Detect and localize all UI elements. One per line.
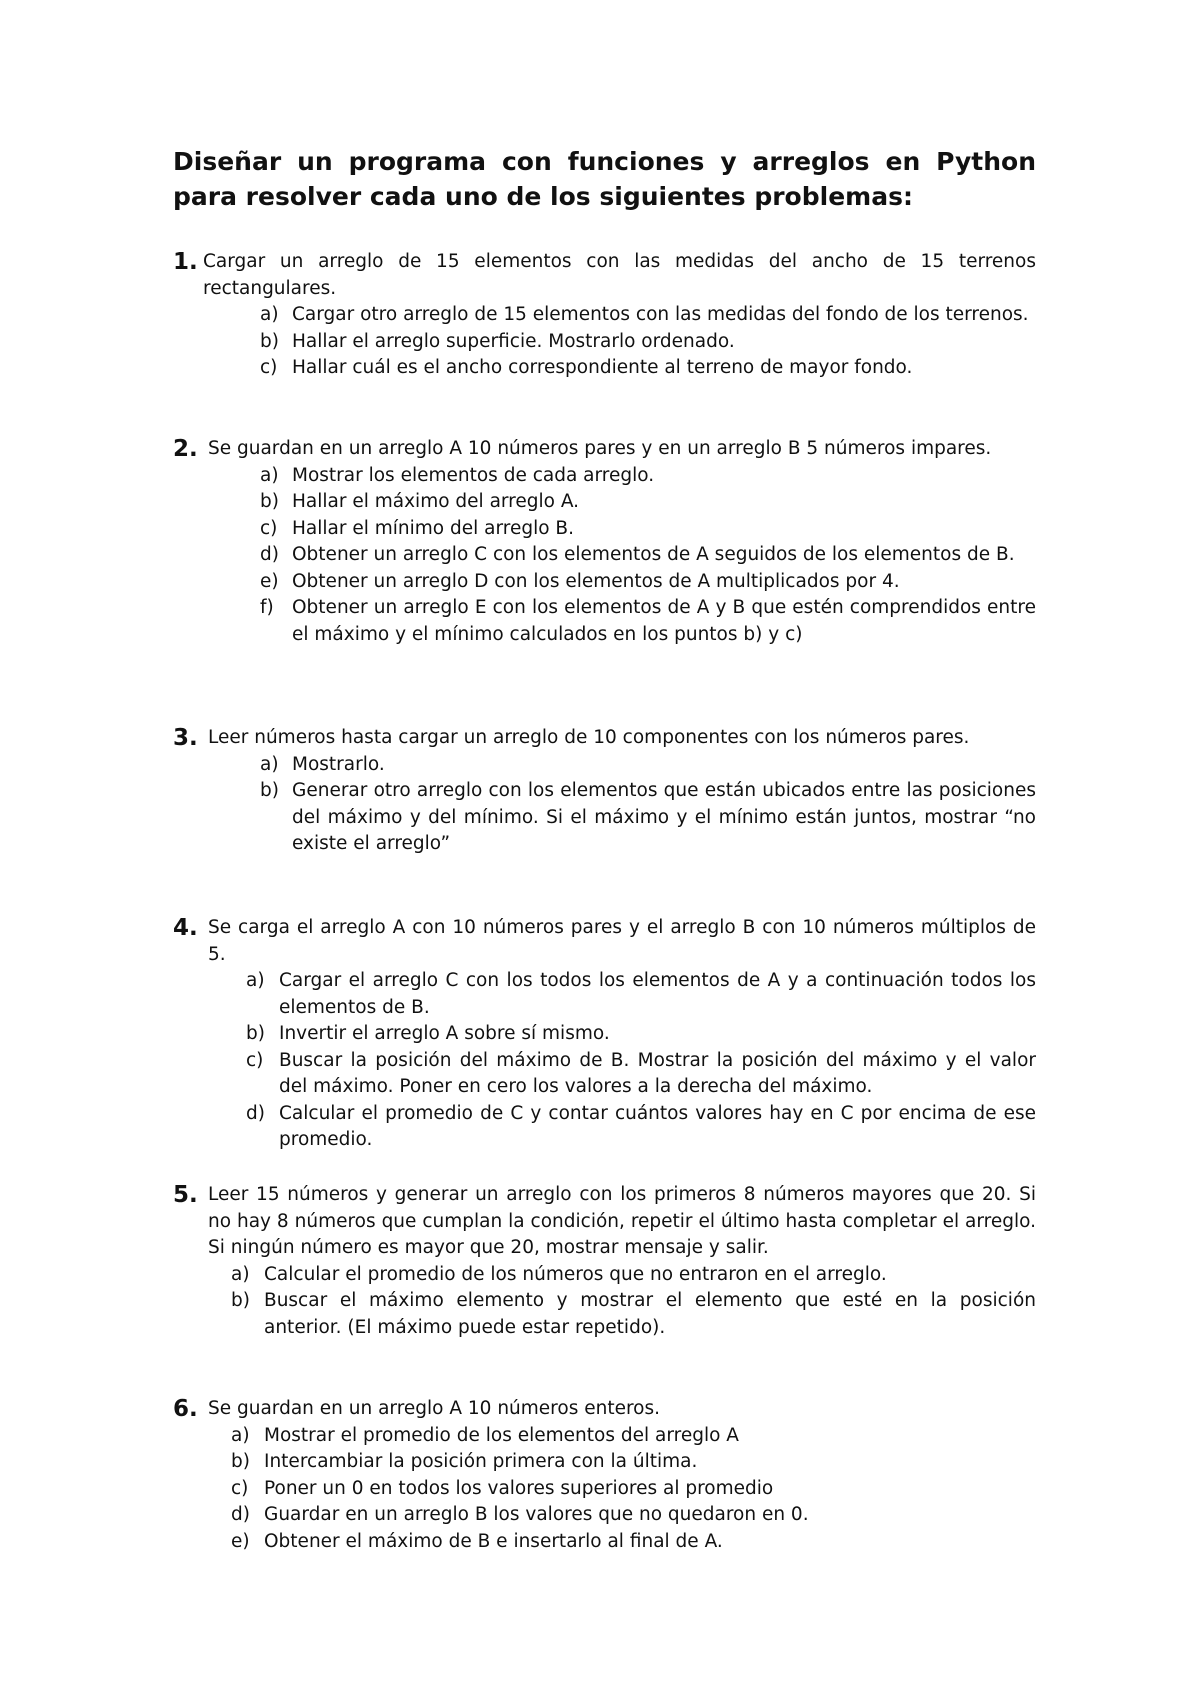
- item-text: Invertir el arreglo A sobre sí mismo.: [279, 1023, 610, 1044]
- problem-statement: Leer números hasta cargar un arreglo de 10 componentes con los números pares.: [208, 727, 970, 748]
- list-item: [231, 1288, 1036, 1341]
- list-item: [231, 1502, 1036, 1529]
- list-item: [246, 968, 1036, 1021]
- problem-2: [173, 436, 1036, 648]
- item-text: Intercambiar la posición primera con la última.: [264, 1451, 698, 1472]
- list-item: [260, 752, 1036, 779]
- list-item: [246, 1048, 1036, 1101]
- list-item: [260, 489, 1036, 516]
- item-text: Calcular el promedio de los números que no entraron en el arreglo.: [264, 1263, 887, 1285]
- item-text: Hallar el arreglo superficie. Mostrarlo ordenado.: [292, 330, 735, 352]
- item-label: a): [260, 464, 279, 486]
- subitem-list: [260, 302, 1036, 382]
- item-label: b): [260, 330, 279, 352]
- item-label: b): [231, 1290, 250, 1311]
- subitem-list: [231, 1262, 1036, 1342]
- item-text: Generar otro arreglo con los elementos que están ubicados entre las posiciones del máximo y del mínimo. Si el máximo y el mínimo están juntos, mostrar “no existe el arreglo”: [292, 780, 1036, 854]
- list-item: [260, 463, 1036, 490]
- list-item: [260, 542, 1036, 569]
- item-label: e): [260, 570, 279, 592]
- item-text: Cargar otro arreglo de 15 elementos con las medidas del fondo de los terrenos.: [292, 304, 1029, 325]
- item-text: Obtener un arreglo C con los elementos de A seguidos de los elementos de B.: [292, 544, 1015, 565]
- item-text: Mostrarlo.: [292, 753, 385, 775]
- item-text: Cargar el arreglo C con los todos los elementos de A y a continuación todos los elementos de B.: [279, 970, 1036, 1018]
- problem-statement: Se carga el arreglo A con 10 números pares y el arreglo B con 10 números múltiplos de 5.: [208, 917, 1036, 965]
- subitem-list: [260, 752, 1036, 858]
- item-label: c): [260, 357, 278, 378]
- list-item: [231, 1476, 1036, 1503]
- list-item: [260, 329, 1036, 356]
- subitem-list: [246, 968, 1036, 1154]
- problem-5: [173, 1182, 1036, 1341]
- list-item: [246, 1101, 1036, 1154]
- problem-4: [173, 915, 1036, 1154]
- item-label: a): [231, 1424, 250, 1446]
- problem-statement: Se guardan en un arreglo A 10 números pares y en un arreglo B 5 números impares.: [208, 438, 992, 459]
- document-title: Diseñar un programa con funciones y arreglos en Python para resolver cada uno de los siguientes problemas:: [173, 147, 1036, 211]
- item-text: Calcular el promedio de C y contar cuántos valores hay en C por encima de ese promedio.: [279, 1102, 1036, 1150]
- list-item: [260, 302, 1036, 329]
- problem-number: 1.: [173, 249, 198, 275]
- item-text: Buscar el máximo elemento y mostrar el elemento que esté en la posición anterior. (El máximo puede estar repetido).: [264, 1290, 1036, 1338]
- list-item: [231, 1423, 1036, 1450]
- item-label: e): [231, 1530, 250, 1552]
- item-text: Buscar la posición del máximo de B. Mostrar la posición del máximo y el valor del máximo. Poner en cero los valores a la derecha del máximo.: [279, 1049, 1036, 1097]
- problem-3: [173, 725, 1036, 858]
- list-item: [231, 1529, 1036, 1556]
- list-item: [260, 569, 1036, 596]
- item-text: Mostrar los elementos de cada arreglo.: [292, 464, 655, 486]
- item-text: Poner un 0 en todos los valores superiores al promedio: [264, 1477, 774, 1499]
- subitem-list: [260, 463, 1036, 649]
- item-text: Hallar cuál es el ancho correspondiente al terreno de mayor fondo.: [292, 357, 913, 378]
- item-text: Hallar el mínimo del arreglo B.: [292, 517, 574, 539]
- problem-number: 5.: [173, 1182, 198, 1208]
- subitem-list: [231, 1423, 1036, 1556]
- item-text: Obtener el máximo de B e insertarlo al final de A.: [264, 1530, 723, 1552]
- item-label: a): [246, 970, 265, 991]
- item-text: Obtener un arreglo D con los elementos de A multiplicados por 4.: [292, 570, 900, 592]
- problem-number: 6.: [173, 1396, 198, 1422]
- item-text: Obtener un arreglo E con los elementos de A y B que estén comprendidos entre el máximo y el mínimo calculados en los puntos b) y c): [292, 597, 1036, 645]
- item-text: Mostrar el promedio de los elementos del arreglo A: [264, 1424, 739, 1446]
- problem-number: 2.: [173, 436, 198, 462]
- item-label: c): [231, 1477, 249, 1499]
- item-label: d): [246, 1102, 265, 1124]
- problem-number: 3.: [173, 725, 198, 751]
- item-label: b): [231, 1451, 250, 1472]
- list-item: [231, 1449, 1036, 1476]
- item-label: a): [231, 1263, 250, 1285]
- list-item: [231, 1262, 1036, 1289]
- item-label: d): [231, 1504, 250, 1525]
- item-label: b): [260, 491, 279, 512]
- problem-statement: Leer 15 números y generar un arreglo con los primeros 8 números mayores que 20. Si no hay 8 números que cumplan la condición, repetir el último hasta completar el arreglo. Si ningún número es mayor que 20, mostrar mensaje y salir.: [208, 1184, 1036, 1258]
- problem-statement: Cargar un arreglo de 15 elementos con las medidas del ancho de 15 terrenos rectangulares.: [203, 251, 1036, 299]
- item-label: b): [246, 1023, 265, 1044]
- list-item: [260, 355, 1036, 382]
- list-item: [260, 595, 1036, 648]
- item-label: f): [260, 597, 274, 618]
- list-item: [246, 1021, 1036, 1048]
- item-label: c): [260, 517, 278, 539]
- problem-6: [173, 1396, 1036, 1555]
- list-item: [260, 516, 1036, 543]
- item-text: Hallar el máximo del arreglo A.: [292, 491, 580, 512]
- item-label: c): [246, 1049, 264, 1071]
- item-label: a): [260, 304, 279, 325]
- item-label: a): [260, 753, 279, 775]
- list-item: [260, 778, 1036, 858]
- item-text: Guardar en un arreglo B los valores que no quedaron en 0.: [264, 1504, 809, 1525]
- item-label: b): [260, 780, 279, 801]
- problem-statement: Se guardan en un arreglo A 10 números enteros.: [208, 1398, 661, 1419]
- problem-1: [173, 249, 1036, 382]
- item-label: d): [260, 544, 279, 565]
- problem-number: 4.: [173, 915, 198, 941]
